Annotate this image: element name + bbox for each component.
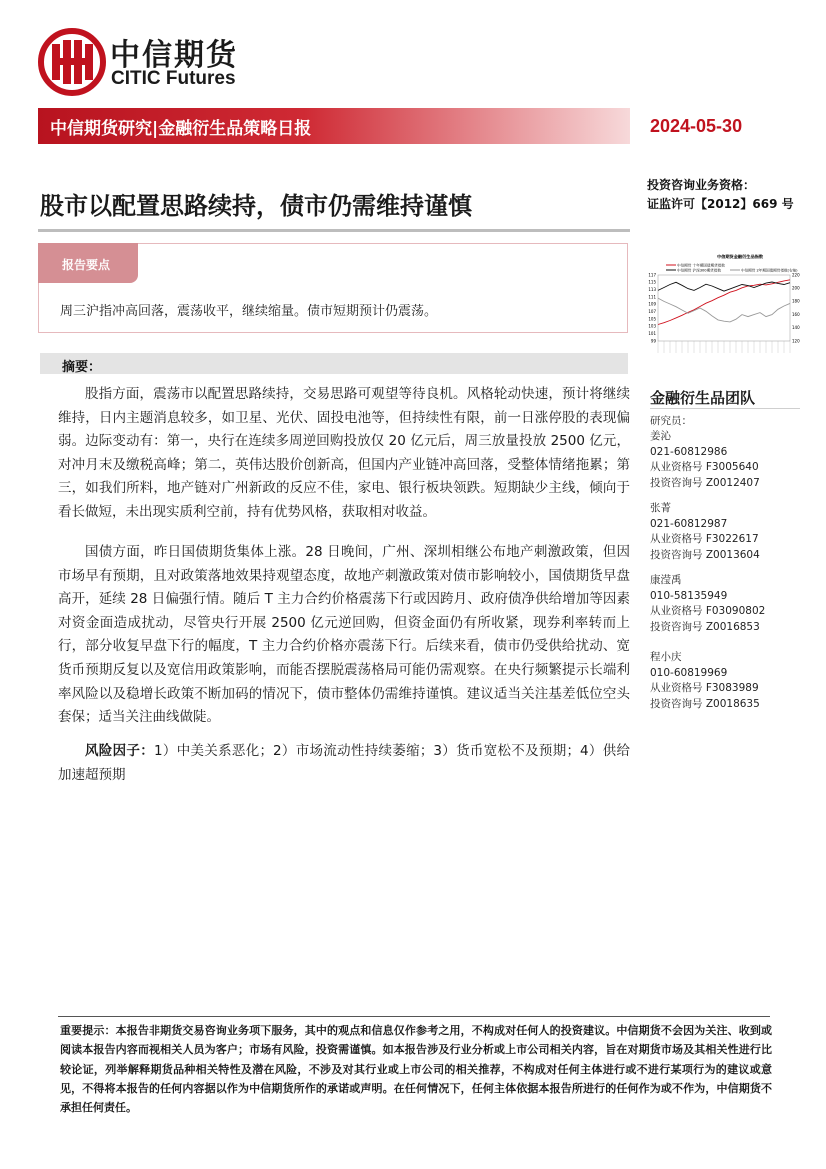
member-advisory-license: 投资咨询号 Z0018635 xyxy=(650,697,760,710)
team-title: 金融衍生品团队 xyxy=(650,389,756,407)
right-axis-tick-label: 140 xyxy=(792,325,800,331)
right-axis-tick-label: 220 xyxy=(792,272,800,278)
abstract-paragraph-bonds: 国债方面，昨日国债期货集体上涨。28 日晚间，广州、深圳相继公布地产刺激政策，但因市场早有预期，且对政策落地效果持观望态度，故地产刺激政策对债市影响较小，国债期货早盘高开，延续 28 日偏强行情。随后 T 主力合约价格震荡下行或因跨月、政府债净供给增加等因素对资金面造成扰动，尽管央行开展 2500 亿元逆回购，但资金面仍有所收紧，现券利率转而上行，部分收复早盘下行的幅度，T 主力合约价格亦震荡下行。后续来看，债市仍受供给扰动、宽货币预期反复以及宽信用政策影响，而能否摆脱震荡格局可能仍需观察。在央行频繁提示长端利率风险以及稳增长政策不断加码的情况下，债市整体仍需维持谨慎。建议适当关注基差低位空头套保；适当关注曲线做陡。 xyxy=(58,544,630,726)
right-axis-tick-label: 180 xyxy=(792,298,800,304)
member-license: 从业资格号 F3022617 xyxy=(650,533,759,545)
chart-legend-2: 中信期货 沪深300期货指数 xyxy=(677,268,721,273)
member-name: 康滢禹 xyxy=(650,574,682,586)
member-phone: 010-58135949 xyxy=(650,589,728,602)
risk-text: 1）中美关系恶化；2）市场流动性持续萎缩；3）货币宽松不及预期；4）供给加速超预期 xyxy=(58,743,631,783)
risk-factors xyxy=(58,740,630,787)
left-axis-tick-label: 105 xyxy=(648,316,656,322)
derivatives-index-chart xyxy=(640,243,810,368)
member-advisory-license: 投资咨询号 Z0012407 xyxy=(650,476,760,489)
left-axis-tick-label: 115 xyxy=(648,279,656,285)
chart-series-line-1 xyxy=(658,280,790,325)
left-axis-tick-label: 117 xyxy=(648,272,656,278)
left-axis-tick-label: 111 xyxy=(648,294,656,300)
member-phone: 021-60812987 xyxy=(650,517,728,530)
team-member xyxy=(650,429,760,491)
left-axis-tick-label: 107 xyxy=(648,308,656,314)
abstract-header-bar xyxy=(40,353,628,374)
chart-plot-area xyxy=(648,272,800,353)
title-divider xyxy=(38,229,630,232)
member-name: 张菁 xyxy=(650,502,671,514)
chart-series-line-2 xyxy=(658,282,790,291)
risk-label: 风险因子： xyxy=(85,743,155,759)
right-axis-tick-label: 160 xyxy=(792,311,800,317)
qualification-license: 证监许可【2012】669 号 xyxy=(647,197,794,211)
member-license: 从业资格号 F3005640 xyxy=(650,461,759,473)
page-title: 股市以配置思路续持，债市仍需维持谨慎 xyxy=(40,192,472,220)
team-member xyxy=(650,573,765,635)
logo-english-name: CITIC Futures xyxy=(111,68,236,89)
abstract-label: 摘要： xyxy=(62,360,102,375)
left-axis-tick-label: 113 xyxy=(648,286,656,292)
chart-legend-1: 中信期货 十年期国债期货指数 xyxy=(677,263,725,268)
footer-divider xyxy=(58,1016,770,1017)
chart-title: 中信期货金融衍生品指数 xyxy=(716,254,764,259)
summary-tab-label: 报告要点 xyxy=(62,258,111,272)
report-date: 2024-05-30 xyxy=(650,116,743,136)
chart-series-line-3 xyxy=(658,298,790,322)
member-phone: 010-60819969 xyxy=(650,666,728,679)
right-axis-tick-label: 200 xyxy=(792,285,800,291)
team-member xyxy=(650,650,760,712)
member-phone: 021-60812986 xyxy=(650,445,728,458)
logo-chinese-name: 中信期货 xyxy=(110,38,238,73)
qualification-label: 投资咨询业务资格： xyxy=(647,178,756,192)
right-axis-tick-label: 120 xyxy=(792,338,800,344)
report-series-title: 中信期货研究|金融衍生品策略日报 xyxy=(50,119,312,139)
team-divider xyxy=(650,408,800,409)
member-advisory-license: 投资咨询号 Z0013604 xyxy=(650,548,760,561)
member-name: 姜沁 xyxy=(650,430,671,442)
citic-logo-icon xyxy=(38,28,106,96)
left-axis-tick-label: 103 xyxy=(648,323,656,329)
member-license: 从业资格号 F3083989 xyxy=(650,682,759,694)
member-name: 程小庆 xyxy=(650,651,682,663)
disclaimer: 重要提示：本报告非期货交易咨询业务项下服务，其中的观点和信息仅作参考之用，不构成对任何人的投资建议。中信期货不会因为关注、收到或阅读本报告内容而视相关人员为客户；市场有风险，投资需谨慎。如本报告涉及行业分析或上市公司相关内容，旨在对期货市场及其相关性进行比较论证，列举解释期货品种相关特性及潜在风险，不涉及对其行业或上市公司的相关推荐，不构成对任何主体进行或不进行某项行为的建议或意见，不得将本报告的任何内容据以作为中信期货所作的承诺或声明。在任何情况下，任何主体依据本报告所进行的任何作为或不作为，中信期货不承担任何责任。 xyxy=(60,1024,772,1115)
summary-text: 周三沪指冲高回落，震荡收平，继续缩量。债市短期预计仍震荡。 xyxy=(60,304,438,319)
team-member xyxy=(650,501,760,563)
member-license: 从业资格号 F03090802 xyxy=(650,605,766,617)
left-axis-tick-label: 99 xyxy=(650,338,656,344)
team-role: 研究员： xyxy=(650,415,692,427)
abstract-paragraph-equity: 股指方面，震荡市以配置思路续持，交易思路可观望等待良机。风格轮动快速，预计将继续维持，日内主题消息较多，如卫星、光伏、固投电池等，但持续性有限，前一日涨停股的表现偏弱。边际变动有：第一，央行在连续多周逆回购投放仅 20 亿元后，周三放量投放 2500 亿元，对冲月末及缴税高峰；第二，英伟达股价创新高，但国内产业链冲高回落，受整体情绪拖累；第三，如我们所料，地产链对广州新政的反应不佳，家电、银行板块领跌。短期缺少主线，倾向于看长做短，未出现实质利空前，持有优势风格，获取相对收益。 xyxy=(58,386,630,520)
left-axis-tick-label: 101 xyxy=(648,330,656,336)
left-axis-tick-label: 109 xyxy=(648,301,656,307)
chart-legend-3: 中信期货 2年期国债期货指数(右轴) xyxy=(741,268,798,273)
member-advisory-license: 投资咨询号 Z0016853 xyxy=(650,620,760,633)
